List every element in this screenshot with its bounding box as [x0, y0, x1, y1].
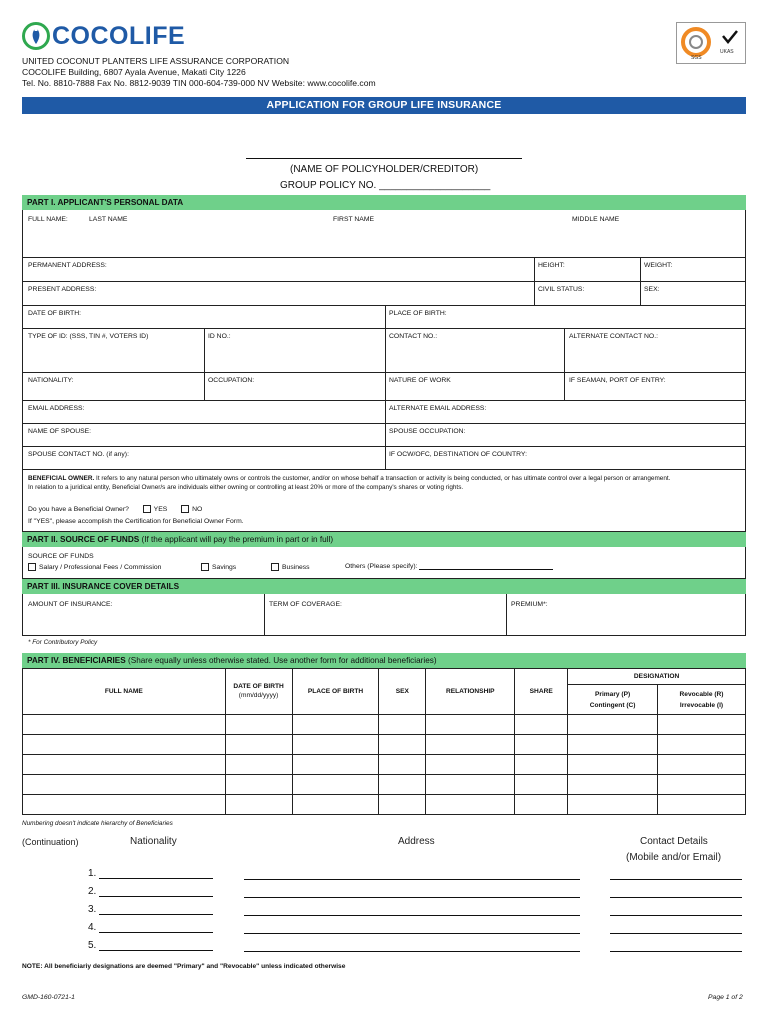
numbering-note: Numbering doesn't indicate hierarchy of Beneficiaries: [22, 820, 173, 827]
id-no-label: ID NO.:: [208, 333, 231, 340]
beneficial-owner-title: BENEFICIAL OWNER.: [28, 475, 95, 482]
business-checkbox[interactable]: [271, 563, 279, 571]
source-salary: [28, 563, 161, 571]
premium-label: PREMIUM*:: [511, 601, 548, 608]
beneficiaries-table: [22, 668, 746, 815]
nationality-input[interactable]: [99, 878, 213, 879]
nationality-heading: Nationality: [130, 836, 177, 847]
contact-input[interactable]: [610, 951, 742, 952]
others-label: Others (Please specify):: [345, 563, 418, 570]
col-dob-format: (mm/dd/yyyy): [238, 691, 279, 699]
address-input[interactable]: [244, 897, 580, 898]
company-info: [22, 56, 376, 89]
beneficial-owner-def-1: It refers to any natural person who ultimately owns or controls the customer, and/or on whose behalf a transaction or activity is being conducted, or has ultimate control over a legal person or arrangement.: [94, 475, 671, 482]
beneficial-owner-text: [28, 474, 742, 492]
address-input[interactable]: [244, 951, 580, 952]
contact-input[interactable]: [610, 915, 742, 916]
bo-question-label: Do you have a Beneficial Owner?: [28, 505, 129, 513]
amount-label: AMOUNT OF INSURANCE:: [28, 601, 113, 608]
address-input[interactable]: [244, 879, 580, 880]
ocw-label: IF OCW/OFC, DESTINATION OF COUNTRY:: [389, 451, 527, 458]
salary-checkbox[interactable]: [28, 563, 36, 571]
row-number: 4.: [88, 922, 97, 933]
sgs-label: SGS: [691, 55, 702, 61]
table-row[interactable]: [23, 795, 746, 815]
form-code: GMD-160-0721-1: [22, 994, 75, 1001]
term-label: TERM OF COVERAGE:: [269, 601, 342, 608]
col-relationship: RELATIONSHIP: [426, 669, 515, 715]
table-row[interactable]: [23, 715, 746, 735]
policyholder-label: (NAME OF POLICYHOLDER/CREDITOR): [290, 164, 479, 175]
part3-frame: [22, 594, 746, 636]
part4-header: [22, 653, 746, 668]
page-number: Page 1 of 2: [708, 994, 743, 1001]
sex-label: SEX:: [644, 286, 660, 293]
col-irrevocable: Irrevocable (I): [679, 701, 724, 709]
salary-label: Salary / Professional Fees / Commission: [39, 563, 162, 571]
part4-title: PART IV. BENEFICIARIES: [27, 656, 126, 665]
middle-name-label: MIDDLE NAME: [572, 216, 620, 223]
ukas-label: UKAS: [720, 49, 734, 55]
company-name: UNITED COCONUT PLANTERS LIFE ASSURANCE CORPORATION: [22, 56, 290, 66]
spouse-contact-label: SPOUSE CONTACT NO. (if any):: [28, 451, 129, 458]
company-address: COCOLIFE Building, 6807 Ayala Avenue, Makati City 1226: [22, 67, 246, 77]
permanent-address-label: PERMANENT ADDRESS:: [28, 262, 107, 269]
business-label: Business: [282, 563, 310, 571]
address-input[interactable]: [244, 915, 580, 916]
first-name-label: FIRST NAME: [333, 216, 375, 223]
contact-input[interactable]: [610, 897, 742, 898]
designation-note: NOTE: All beneficiariy designations are deemed "Primary" and "Revocable" unless indicated otherwise: [22, 963, 346, 970]
civil-status-label: CIVIL STATUS:: [538, 286, 585, 293]
bo-no-checkbox[interactable]: [181, 505, 189, 513]
policyholder-line[interactable]: [246, 158, 522, 159]
contributory-footnote: * For Contributory Policy: [28, 639, 98, 646]
savings-checkbox[interactable]: [201, 563, 209, 571]
row-number: 2.: [88, 886, 97, 897]
last-name-label: LAST NAME: [89, 216, 128, 223]
alt-contact-label: ALTERNATE CONTACT NO.:: [569, 333, 658, 340]
spouse-occupation-label: SPOUSE OCCUPATION:: [389, 428, 466, 435]
continuation-label: (Continuation): [22, 837, 79, 847]
others-input[interactable]: [419, 569, 553, 570]
occupation-label: OCCUPATION:: [208, 377, 255, 384]
company-contact: Tel. No. 8810-7888 Fax No. 8812-9039 TIN 000-604-739-000 NV Website: www.cocolife.com: [22, 78, 376, 88]
col-primary: Primary (P): [595, 690, 631, 698]
cocolife-logo-icon: [22, 22, 50, 50]
source-others: [345, 563, 553, 570]
source-business: [271, 563, 310, 571]
continuation-row-3: [88, 904, 213, 915]
part2-title: PART II. SOURCE OF FUNDS: [27, 535, 140, 544]
nationality-label: NATIONALITY:: [28, 377, 74, 384]
continuation-row-1: [88, 868, 213, 879]
continuation-row-2: [88, 886, 213, 897]
nationality-input[interactable]: [99, 896, 213, 897]
bo-yes-checkbox[interactable]: [143, 505, 151, 513]
form-title: APPLICATION FOR GROUP LIFE INSURANCE: [22, 97, 746, 114]
row-number: 5.: [88, 940, 97, 951]
address-heading: Address: [398, 836, 435, 847]
col-dob-label: DATE OF BIRTH: [233, 682, 284, 690]
seaman-label: IF SEAMAN, PORT OF ENTRY:: [569, 377, 666, 384]
part4-subtitle: (Share equally unless otherwise stated. Use another form for additional beneficiaries): [125, 656, 437, 665]
col-contingent: Contingent (C): [589, 701, 636, 709]
beneficial-owner-def-2: In relation to a juridical entity, Beneficial Owner/s are individuals either owning or controlling at least 20% or more of the company's shares or voting rights.: [28, 484, 464, 491]
row-number: 3.: [88, 904, 97, 915]
col-revocable: Revocable (R): [679, 690, 724, 698]
part1-frame: [22, 210, 746, 532]
col-designation: DESIGNATION: [568, 669, 746, 685]
certification-badge: [676, 22, 746, 64]
nationality-input[interactable]: [99, 914, 213, 915]
table-row[interactable]: [23, 755, 746, 775]
group-policy-label: GROUP POLICY NO. ____________________: [280, 180, 491, 191]
source-funds-label: SOURCE OF FUNDS: [28, 553, 94, 560]
part2-header: [22, 532, 746, 547]
contact-input[interactable]: [610, 933, 742, 934]
nationality-input[interactable]: [99, 950, 213, 951]
part1-header: PART I. APPLICANT'S PERSONAL DATA: [22, 195, 746, 210]
pob-label: PLACE OF BIRTH:: [389, 310, 447, 317]
continuation-row-4: [88, 922, 213, 933]
col-share: SHARE: [515, 669, 568, 715]
dob-label: DATE OF BIRTH:: [28, 310, 81, 317]
source-savings: [201, 563, 236, 571]
bo-note: If "YES", please accomplish the Certification for Beneficial Owner Form.: [28, 518, 244, 525]
full-name-label: FULL NAME:: [28, 216, 68, 223]
col-pob: PLACE OF BIRTH: [292, 669, 379, 715]
table-row[interactable]: [23, 775, 746, 795]
present-address-label: PRESENT ADDRESS:: [28, 286, 97, 293]
sgs-seal-icon: [681, 27, 711, 57]
type-of-id-label: TYPE OF ID: (SSS, TIN #, VOTERS ID): [28, 333, 149, 340]
col-primary-contingent: [568, 685, 658, 715]
brand-name: COCOLIFE: [52, 22, 186, 50]
savings-label: Savings: [212, 563, 237, 571]
contact-input[interactable]: [610, 879, 742, 880]
col-dob: [225, 669, 292, 715]
alt-email-label: ALTERNATE EMAIL ADDRESS:: [389, 405, 487, 412]
contact-details-heading: Contact Details: [640, 836, 708, 847]
email-label: EMAIL ADDRESS:: [28, 405, 85, 412]
part3-header: PART III. INSURANCE COVER DETAILS: [22, 579, 746, 594]
nationality-input[interactable]: [99, 932, 213, 933]
height-label: HEIGHT:: [538, 262, 565, 269]
beneficial-owner-question: [28, 505, 202, 513]
spouse-name-label: NAME OF SPOUSE:: [28, 428, 92, 435]
col-sex: SEX: [379, 669, 426, 715]
bo-yes-label: YES: [153, 505, 168, 513]
contact-details-sub: (Mobile and/or Email): [626, 852, 722, 863]
weight-label: WEIGHT:: [644, 262, 673, 269]
contact-no-label: CONTACT NO.:: [389, 333, 438, 340]
continuation-row-5: [88, 940, 213, 951]
col-revocable-irrevocable: [658, 685, 746, 715]
row-number: 1.: [88, 868, 97, 879]
bo-no-label: NO: [192, 505, 203, 513]
address-input[interactable]: [244, 933, 580, 934]
nature-of-work-label: NATURE OF WORK: [389, 377, 451, 384]
part2-frame: [22, 547, 746, 579]
table-row[interactable]: [23, 735, 746, 755]
part2-subtitle: (If the applicant will pay the premium in part or in full): [139, 535, 334, 544]
checkmark-icon: [721, 29, 739, 45]
col-full-name: FULL NAME: [23, 669, 226, 715]
